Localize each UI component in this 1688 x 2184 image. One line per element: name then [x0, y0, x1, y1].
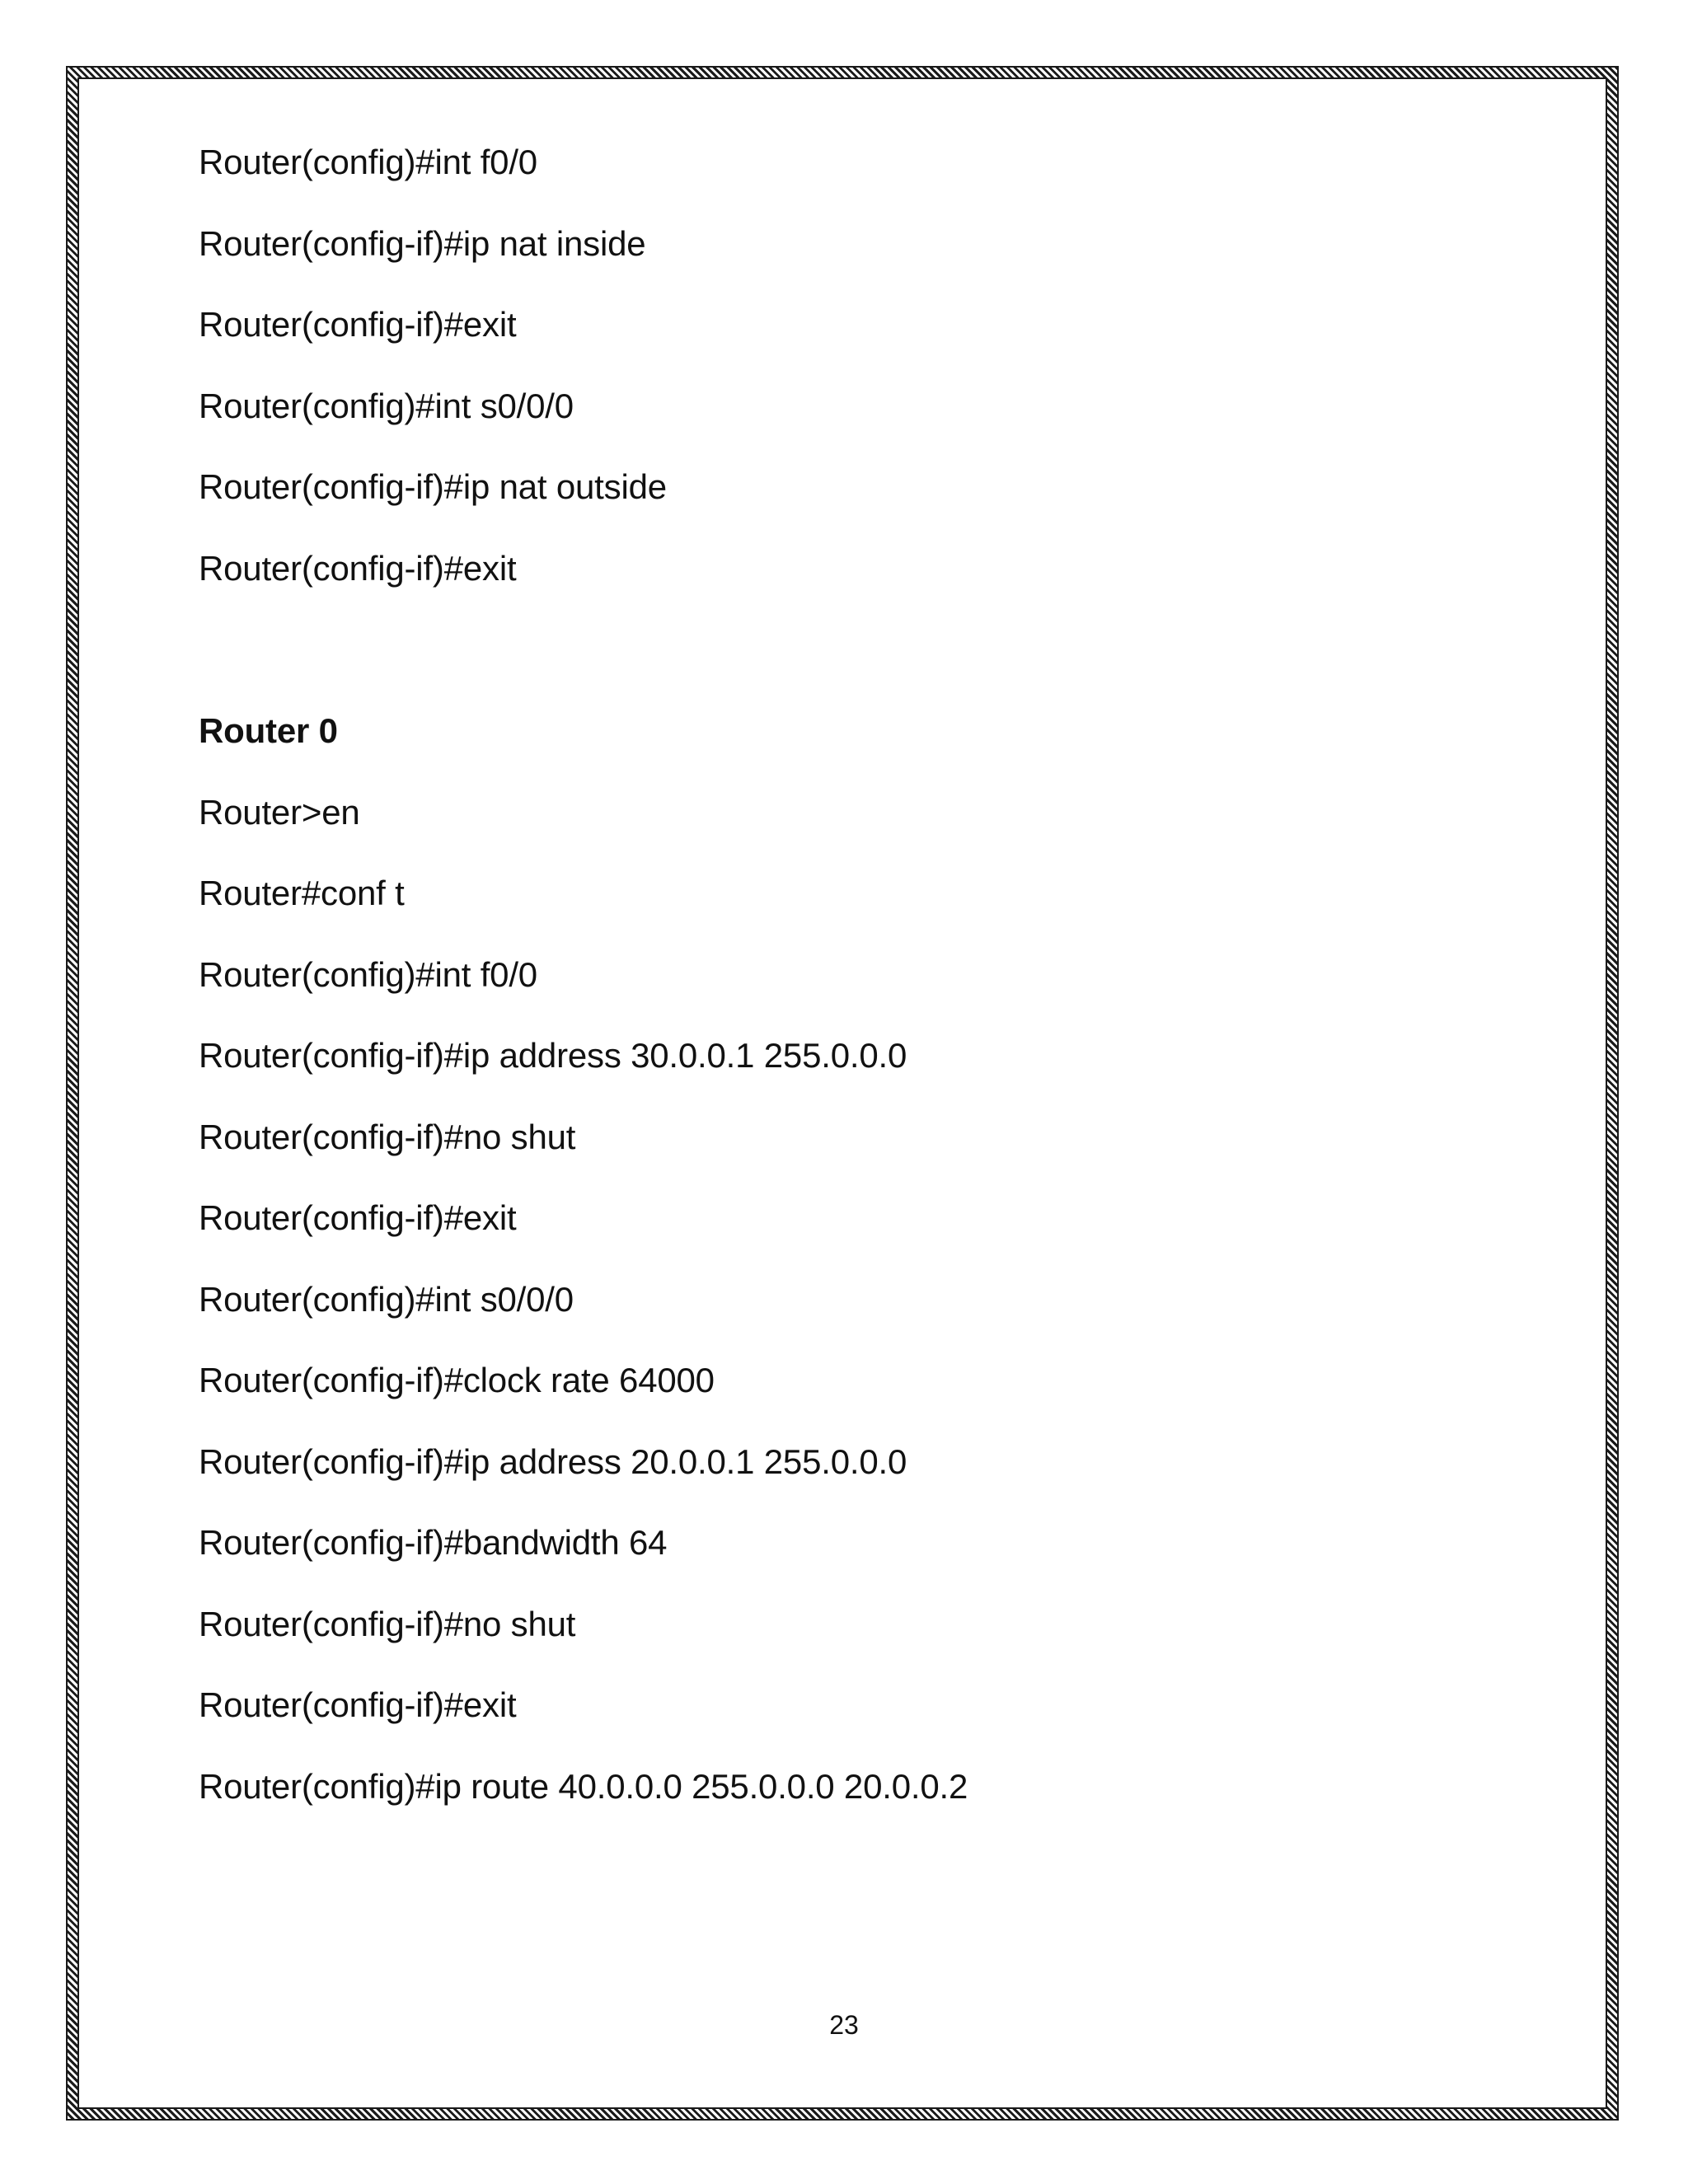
command-line: Router(config-if)#exit — [199, 1198, 517, 1237]
command-line: Router(config-if)#bandwidth 64 — [199, 1523, 668, 1562]
command-line: Router(config-if)#exit — [199, 549, 517, 588]
command-line: Router(config-if)#ip address 30.0.0.1 255.0.0.0 — [199, 1036, 907, 1075]
command-line: Router(config-if)#clock rate 64000 — [199, 1361, 715, 1399]
page-border — [66, 66, 1619, 2121]
command-line: Router(config)#int f0/0 — [199, 955, 537, 994]
command-line: Router(config-if)#no shut — [199, 1118, 576, 1156]
command-line: Router(config-if)#ip nat inside — [199, 224, 646, 263]
command-line: Router(config)#int s0/0/0 — [199, 387, 574, 425]
command-line: Router(config-if)#exit — [199, 1685, 517, 1724]
page-number: 23 — [829, 2010, 859, 2040]
command-line: Router(config-if)#no shut — [199, 1605, 576, 1643]
command-line: Router#conf t — [199, 874, 405, 912]
command-line: Router(config)#int f0/0 — [199, 143, 537, 181]
command-line: Router>en — [199, 793, 360, 832]
command-line: Router(config)#int s0/0/0 — [199, 1280, 574, 1319]
command-line: Router(config)#ip route 40.0.0.0 255.0.0.0 20.0.0.2 — [199, 1767, 968, 1806]
command-line: Router(config-if)#ip address 20.0.0.1 255.0.0.0 — [199, 1442, 907, 1481]
section-heading: Router 0 — [199, 711, 338, 750]
command-line: Router(config-if)#exit — [199, 305, 517, 344]
command-line: Router(config-if)#ip nat outside — [199, 467, 667, 506]
